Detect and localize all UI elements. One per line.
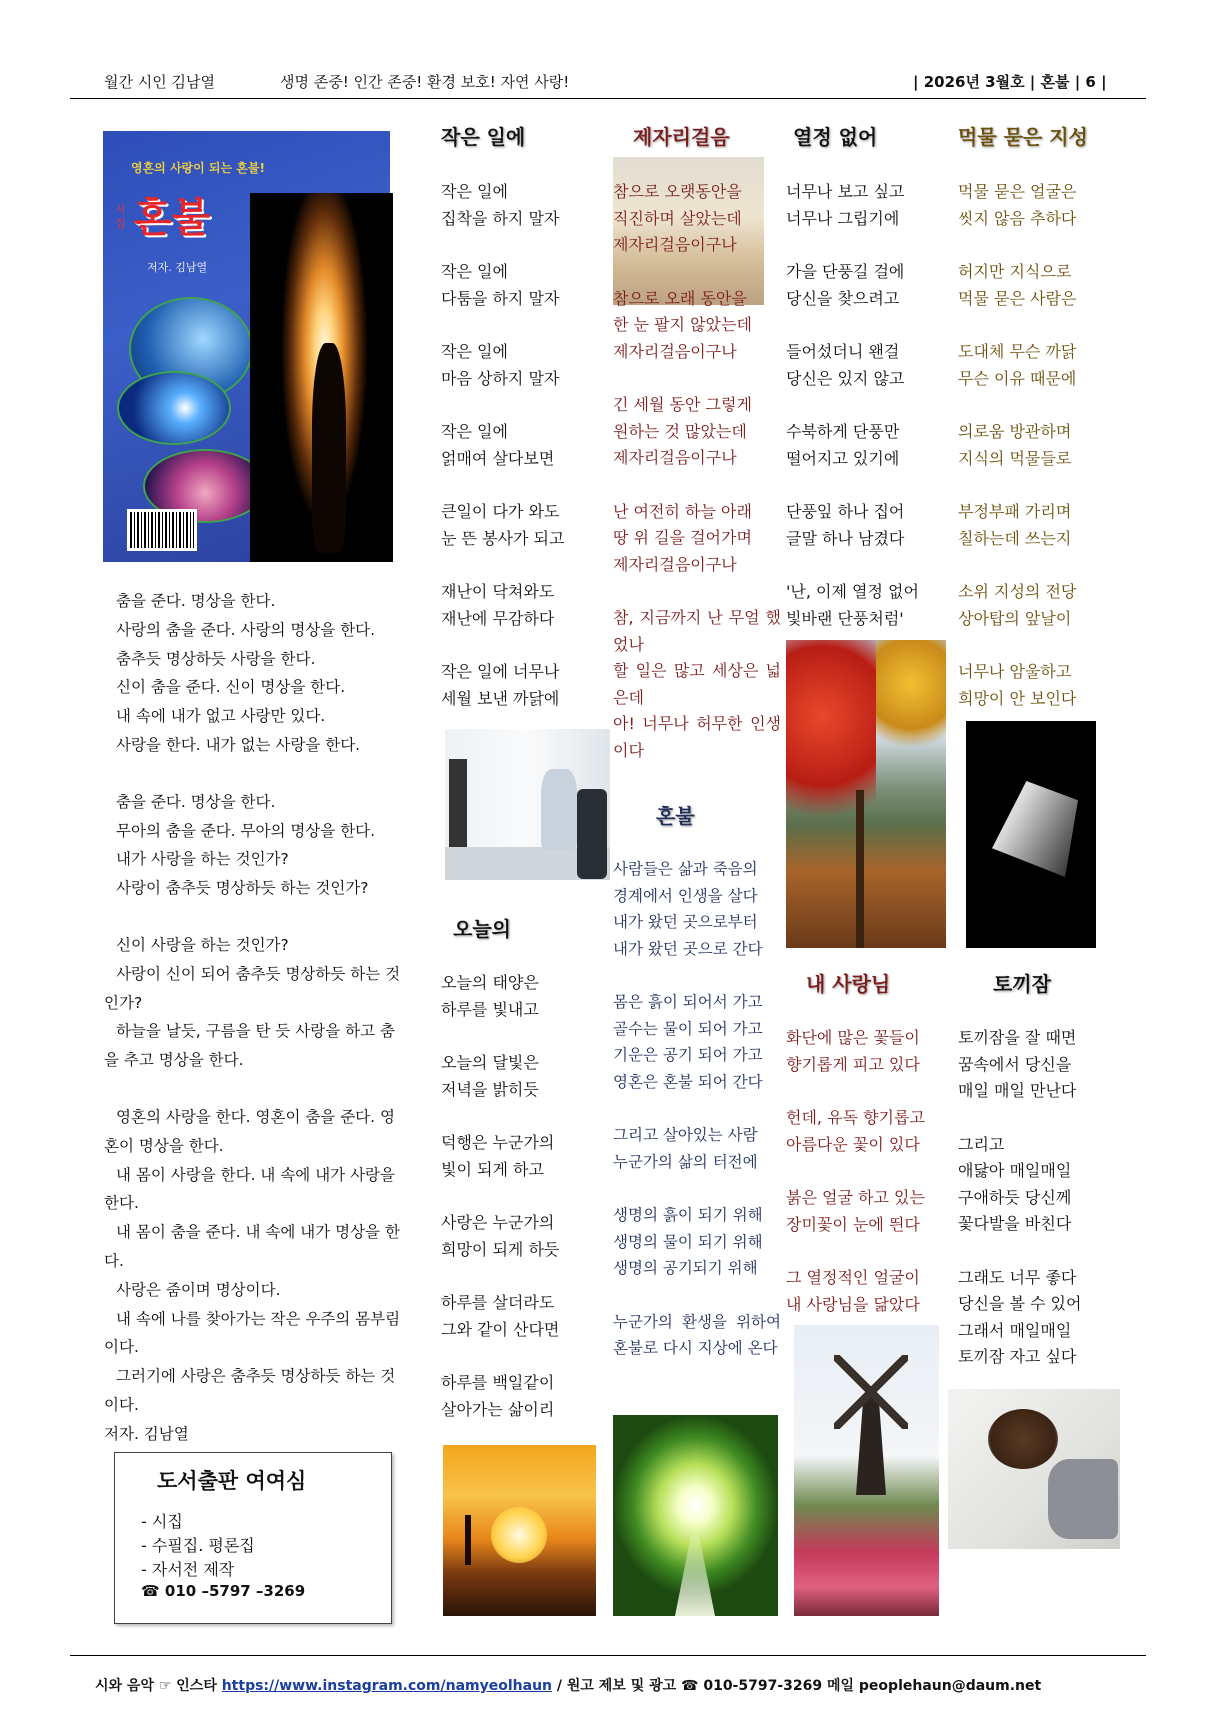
yellow-foliage-shape [876, 640, 946, 750]
poem-line: 경계에서 인생을 살다 [613, 886, 758, 905]
essay-line: 무아의 춤을 준다. 무아의 명상을 한다. [116, 821, 376, 840]
poem-line: 너무나 암울하고 [958, 662, 1072, 681]
sunset-image [443, 1445, 596, 1616]
poem-line: 하루를 살더라도 [441, 1293, 555, 1312]
poem-small-things [441, 179, 564, 739]
poem-line: 아름다운 꽃이 있다 [786, 1134, 920, 1154]
poem-line: 허지만 지식으로 [958, 262, 1072, 281]
poem-title-no-passion: 열정 없어 [793, 125, 878, 149]
essay-line: 춤을 준다. 명상을 한다. [116, 592, 276, 610]
poem-line: 떨어지고 있기에 [786, 448, 900, 468]
poem-line: 작은 일에 [441, 182, 508, 201]
poem-line: 기운은 공기 되어 가고 [613, 1046, 763, 1064]
poem-line: 땅 위 길을 걸어가며 [613, 528, 752, 547]
poem-line: 소위 지성의 전당 [958, 582, 1077, 601]
header-issue: | 2026년 3월호 | 혼불 | 6 | [913, 73, 1107, 91]
poem-line: 당신은 있지 않고 [786, 368, 905, 388]
poem-line: 희망이 안 보인다 [958, 688, 1077, 708]
poem-line: 골수는 물이 되어 가고 [613, 1019, 763, 1038]
poem-line: 직진하며 살았는데 [613, 208, 742, 228]
essay-line: 하늘을 날듯, 구름을 탄 듯 사랑을 하고 춤을 추고 명상을 한다. [104, 1022, 395, 1070]
dancer-silhouette [312, 343, 346, 553]
poem-line: 구애하듯 당신께 [958, 1187, 1072, 1207]
windmill-tulips-image [794, 1325, 939, 1616]
office-stretch-image [445, 729, 610, 880]
ad-item: - 시집 [141, 1512, 183, 1531]
shirt-shape [1048, 1459, 1118, 1539]
poem-line: 당신을 찾으려고 [786, 288, 900, 308]
poem-line: 저녁을 밝히듯 [441, 1079, 539, 1099]
poem-line: 수북하게 단풍만 [786, 422, 900, 441]
poem-line: 생명의 흙이 되기 위해 [613, 1206, 763, 1224]
windmill-blades-shape [834, 1355, 908, 1429]
poem-line: 참으로 오래 동안을 [613, 288, 747, 308]
poem-line: 하루를 빛내고 [441, 999, 539, 1019]
cover-side-label: 시집 [115, 203, 126, 230]
poem-line: 덕행은 누군가의 [441, 1133, 555, 1152]
poem-line: 그와 같이 산다면 [441, 1319, 560, 1339]
poem-line: 난 여전히 하늘 아래 [613, 501, 752, 521]
poem-line: 매일 매일 만난다 [958, 1081, 1077, 1100]
poem-title-nap: 토끼잠 [993, 972, 1051, 996]
poem-title-honbul: 혼불 [656, 804, 695, 828]
book-pages-shape [992, 781, 1078, 877]
poem-line: 그리고 [958, 1134, 1005, 1154]
ad-title: 도서출판 여여심 [157, 1469, 307, 1493]
poem-line: 그래서 매일매일 [958, 1320, 1072, 1340]
poem-line: 사랑은 누군가의 [441, 1213, 555, 1232]
poem-line: 화단에 많은 꽃들이 [786, 1028, 920, 1047]
poem-dusty-knowledge [958, 179, 1076, 739]
essay-line: 신이 춤을 준다. 신이 명상을 한다. [116, 678, 346, 697]
poem-line: 세월 보낸 까닭에 [441, 688, 560, 708]
poem-line: 몸은 흙이 되어서 가고 [613, 993, 763, 1011]
poem-line: 한 눈 팔지 않았는데 [613, 315, 752, 334]
poem-line: 생명의 공기되기 위해 [613, 1259, 758, 1277]
poem-line: 생명의 물이 되기 위해 [613, 1232, 763, 1251]
autumn-tree-image [786, 640, 946, 948]
chair-shape [577, 789, 607, 879]
essay-line: 사랑은 줌이며 명상이다. [116, 1280, 281, 1299]
poem-line: 작은 일에 [441, 342, 508, 361]
poem-line: 부정부패 가리며 [958, 502, 1072, 521]
poem-no-passion [786, 179, 919, 659]
instagram-link[interactable]: https://www.instagram.com/namyeolhaun [221, 1678, 552, 1694]
poem-line: 영혼은 혼불 되어 간다 [613, 1072, 763, 1091]
poem-line: 오늘의 달빛은 [441, 1053, 539, 1072]
poem-line: 살아가는 삶이리 [441, 1399, 555, 1419]
poem-line: 토끼잠을 잘 때면 [958, 1028, 1077, 1047]
poem-line: 긴 세월 동안 그렇게 [613, 395, 752, 414]
poem-line: 내 사랑님을 닮았다 [786, 1294, 920, 1314]
poem-title-today: 오늘의 [453, 917, 511, 941]
poem-today [441, 970, 559, 1450]
poem-treading [613, 179, 781, 791]
poem-line: 그리고 살아있는 사람 [613, 1126, 758, 1144]
ad-item: - 수필집. 평론집 [141, 1536, 255, 1555]
person-shape [541, 769, 577, 849]
poem-line: 꿈속에서 당신을 [958, 1054, 1072, 1074]
poem-title-small-things: 작은 일에 [441, 125, 526, 149]
poem-line: 오늘의 태양은 [441, 973, 539, 992]
poem-line: 아! 너무나 허무한 인생이다 [613, 714, 781, 760]
essay-line: 내 속에 나를 찾아가는 작은 우주의 몸부림이다. [104, 1309, 401, 1357]
poem-line: 빛이 되게 하고 [441, 1159, 544, 1179]
cover-illustration-circle-2 [117, 371, 231, 445]
ad-phone: ☎ 010 –5797 –3269 [141, 1582, 306, 1600]
candle-dancer-image [250, 193, 393, 562]
footer-rule [70, 1655, 1146, 1656]
monitor-shape [449, 759, 467, 849]
publisher-ad-box [114, 1452, 392, 1624]
poem-line: 향기롭게 피고 있다 [786, 1054, 920, 1074]
poem-line: 먹물 묻은 사람은 [958, 288, 1077, 308]
poem-line: 큰일이 다가 와도 [441, 502, 560, 521]
poem-line: 누군가의 환생을 위하여 혼불로 다시 지상에 온다 [613, 1312, 781, 1357]
poem-title-my-love: 내 사랑님 [806, 972, 891, 996]
light-path-image [613, 1415, 778, 1616]
header-motto: 생명 존중! 인간 존중! 환경 보호! 자연 사랑! [280, 73, 570, 91]
poem-line: 글말 하나 남겼다 [786, 528, 905, 548]
path-shape [675, 1535, 715, 1616]
poem-line: 참으로 오랫동안을 [613, 182, 742, 201]
poem-line: 지식의 먹물들로 [958, 448, 1072, 468]
poem-line: 사람들은 삶과 죽음의 [613, 860, 758, 878]
essay-line: 내 몸이 춤을 준다. 내 속에 내가 명상을 한다. [104, 1223, 400, 1270]
poem-line: 내가 왔던 곳으로부터 [613, 913, 758, 931]
header-left: 월간 시인 김남열 [104, 73, 215, 91]
poem-line: 재난에 무감하다 [441, 608, 555, 628]
essay-line: 춤을 준다. 명상을 한다. [116, 792, 276, 811]
poem-line: 눈 뜬 봉사가 되고 [441, 528, 565, 548]
poem-line: 들어섰더니 왠걸 [786, 342, 900, 361]
poem-line: 하루를 백일같이 [441, 1373, 555, 1392]
sun-shape [491, 1507, 547, 1563]
tree-trunk-shape [856, 790, 864, 948]
essay-line: 영혼의 사랑을 한다. 영혼이 춤을 준다. 영혼이 명상을 한다. [104, 1107, 395, 1155]
poem-line: 가을 단풍길 걸에 [786, 262, 905, 281]
poem-line: 씻지 않음 추하다 [958, 208, 1077, 228]
poem-line: 얽매여 살다보면 [441, 448, 555, 468]
footer-prefix: 시와 음악 ☞ 인스타 [95, 1678, 217, 1694]
poem-line: 제자리걸음이구나 [613, 235, 737, 254]
poem-honbul [613, 856, 781, 1389]
cover-title: 혼불 [133, 194, 211, 241]
poem-line: 먹물 묻은 얼굴은 [958, 182, 1077, 201]
poem-line: 제자리걸음이구나 [613, 448, 737, 467]
poem-nap [958, 1025, 1081, 1398]
essay-line: 사랑의 춤을 준다. 사랑의 명상을 한다. [116, 620, 376, 639]
poem-line: 제자리걸음이구나 [613, 341, 737, 361]
poem-line: 너무나 그립기에 [786, 208, 900, 228]
poem-line: 너무나 보고 싶고 [786, 182, 905, 201]
poem-line: 의로움 방관하며 [958, 422, 1072, 441]
essay-line: 신이 사랑을 하는 것인가? [116, 935, 289, 954]
header-rule [70, 98, 1146, 99]
poem-line: 단풍잎 하나 집어 [786, 502, 905, 521]
poem-line: 토끼잠 자고 싶다 [958, 1347, 1077, 1366]
poem-line: 원하는 것 많았는데 [613, 421, 747, 441]
cover-author: 저자. 김남열 [147, 261, 208, 274]
poem-line: 그 열정적인 얼굴이 [786, 1268, 920, 1287]
poem-line: 빛바랜 단풍처럼' [786, 608, 904, 628]
poem-line: 재난이 닥쳐와도 [441, 582, 555, 601]
poem-line: 참, 지금까지 난 무얼 했었나 [613, 608, 781, 654]
poem-line: 제자리걸음이구나 [613, 554, 737, 574]
poem-line: 도대체 무슨 까닭 [958, 342, 1077, 361]
poem-line: 할 일은 많고 세상은 넓은데 [613, 661, 781, 707]
essay-line: 그러기에 사랑은 춤추듯 명상하듯 하는 것이다. [104, 1367, 396, 1414]
footer [95, 1675, 1041, 1695]
poem-line: 누군가의 삶의 터전에 [613, 1152, 758, 1171]
poem-line: 작은 일에 너무나 [441, 662, 560, 681]
sleeping-woman-image [948, 1389, 1120, 1549]
poem-line: 붉은 얼굴 하고 있는 [786, 1188, 925, 1207]
essay-line: 내가 사랑을 하는 것인가? [116, 850, 289, 869]
poem-line: 작은 일에 [441, 262, 508, 281]
poem-line: 당신을 볼 수 있어 [958, 1294, 1082, 1313]
hair-shape [988, 1409, 1058, 1469]
poem-line: 다툼을 하지 말자 [441, 288, 560, 308]
essay-line: 내 속에 내가 없고 사랑만 있다. [116, 707, 326, 726]
essay-line: 사랑을 한다. 내가 없는 사랑을 한다. [116, 735, 361, 754]
poem-line: 집착을 하지 말자 [441, 208, 560, 228]
poem-line: 무슨 이유 때문에 [958, 368, 1077, 388]
essay [104, 587, 404, 1449]
poem-my-love [786, 1025, 925, 1345]
ad-item: - 자서전 제작 [141, 1560, 235, 1579]
poem-line: 희망이 되게 하듯 [441, 1239, 560, 1259]
essay-author: 저자. 김남열 [104, 1424, 189, 1443]
cover-barcode [127, 509, 197, 551]
poem-line: '난, 이제 열정 없어 [786, 582, 919, 601]
cover-tagline: 영혼의 사랑이 되는 혼불! [131, 161, 265, 175]
poem-title-dusty-knowledge: 먹물 묻은 지성 [958, 125, 1088, 149]
lighthouse-shape [465, 1515, 471, 1565]
poem-line: 헌데, 유독 향기롭고 [786, 1108, 925, 1127]
poem-line: 마음 상하지 말자 [441, 368, 560, 388]
open-book-image [966, 721, 1096, 948]
poem-line: 상아탑의 앞날이 [958, 608, 1072, 628]
poem-line: 그래도 너무 좋다 [958, 1267, 1077, 1287]
essay-line: 내 몸이 사랑을 한다. 내 속에 내가 사랑을 한다. [104, 1165, 395, 1213]
poem-line: 작은 일에 [441, 422, 508, 441]
poem-line: 애닳아 매일매일 [958, 1161, 1072, 1180]
footer-contact: / 원고 제보 및 광고 ☎ 010-5797-3269 메일 peoplehaun@daum.net [556, 1678, 1042, 1694]
essay-line: 춤추듯 명상하듯 사랑을 한다. [116, 649, 316, 668]
poem-line: 꽃다발을 바친다 [958, 1214, 1072, 1233]
essay-line: 사랑이 신이 되어 춤추듯 명상하듯 하는 것인가? [104, 964, 401, 1012]
essay-line: 사랑이 춤추듯 명상하듯 하는 것인가? [116, 879, 369, 898]
poem-line: 칠하는데 쓰는지 [958, 528, 1072, 548]
poem-line: 내가 왔던 곳으로 간다 [613, 939, 763, 958]
poem-title-treading: 제자리걸음 [633, 125, 730, 149]
poem-line: 장미꽃이 눈에 띈다 [786, 1214, 920, 1234]
